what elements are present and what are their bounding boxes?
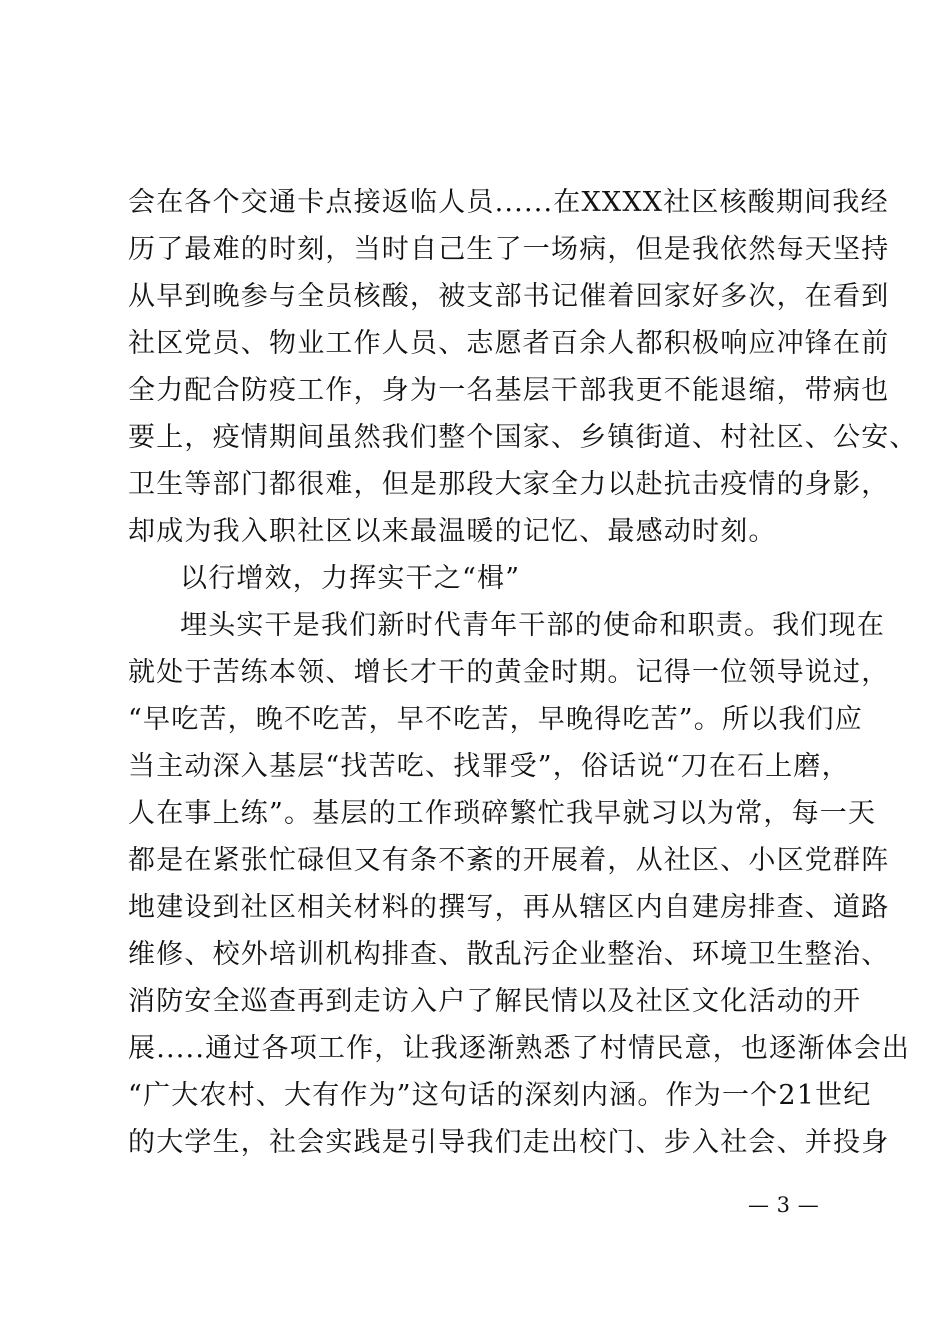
text-line-19: 展.....通过各项工作，让我逐渐熟悉了村情民意，也逐渐体会出 <box>128 1033 911 1064</box>
text-line-21: 的大学生，社会实践是引导我们走出校门、步入社会、并投身 <box>128 1127 890 1158</box>
text-line-6: 要上，疫情期间虽然我们整个国家、乡镇街道、村社区、公安、 <box>128 422 918 453</box>
text-line-18: 消防安全巡查再到走访入户了解民情以及社区文化活动的开 <box>128 986 862 1017</box>
text-line-16: 地建设到社区相关材料的撰写，再从辖区内自建房排查、道路 <box>128 892 890 923</box>
text-line-1: 会在各个交通卡点接返临人员......在XXXX社区核酸期间我经 <box>128 187 889 218</box>
text-line-7: 卫生等部门都很难，但是那段大家全力以赴抗击疫情的身影， <box>128 469 890 500</box>
text-line-20: “广大农村、大有作为”这句话的深刻内涵。作为一个21世纪 <box>128 1080 872 1111</box>
text-line-12: “早吃苦，晚不吃苦，早不吃苦，早晚得吃苦”。所以我们应 <box>128 704 864 735</box>
text-line-10: 埋头实干是我们新时代青年干部的使命和职责。我们现在 <box>180 610 885 641</box>
text-line-8: 却成为我入职社区以来最温暖的记忆、最感动时刻。 <box>128 516 777 547</box>
text-line-11: 就处于苦练本领、增长才干的黄金时期。记得一位领导说过， <box>128 657 890 688</box>
section-heading: 以行增效，力挥实干之“楫” <box>180 563 521 594</box>
text-line-2: 历了最难的时刻，当时自己生了一场病，但是我依然每天坚持 <box>128 234 890 265</box>
text-line-3: 从早到晚参与全员核酸，被支部书记催着回家好多次，在看到 <box>128 281 890 312</box>
text-line-15: 都是在紧张忙碌但又有条不紊的开展着，从社区、小区党群阵 <box>128 845 890 876</box>
text-line-14: 人在事上练”。基层的工作琐碎繁忙我早就习以为常，每一天 <box>128 798 877 829</box>
text-line-5: 全力配合防疫工作，身为一名基层干部我更不能退缩，带病也 <box>128 375 890 406</box>
text-line-17: 维修、校外培训机构排查、散乱污企业整治、环境卫生整治、 <box>128 939 890 970</box>
page-number: — 3 — <box>748 1193 820 1217</box>
text-line-13: 当主动深入基层“找苦吃、找罪受”，俗话说“刀在石上磨， <box>128 751 850 782</box>
text-line-4: 社区党员、物业工作人员、志愿者百余人都积极响应冲锋在前 <box>128 328 890 359</box>
